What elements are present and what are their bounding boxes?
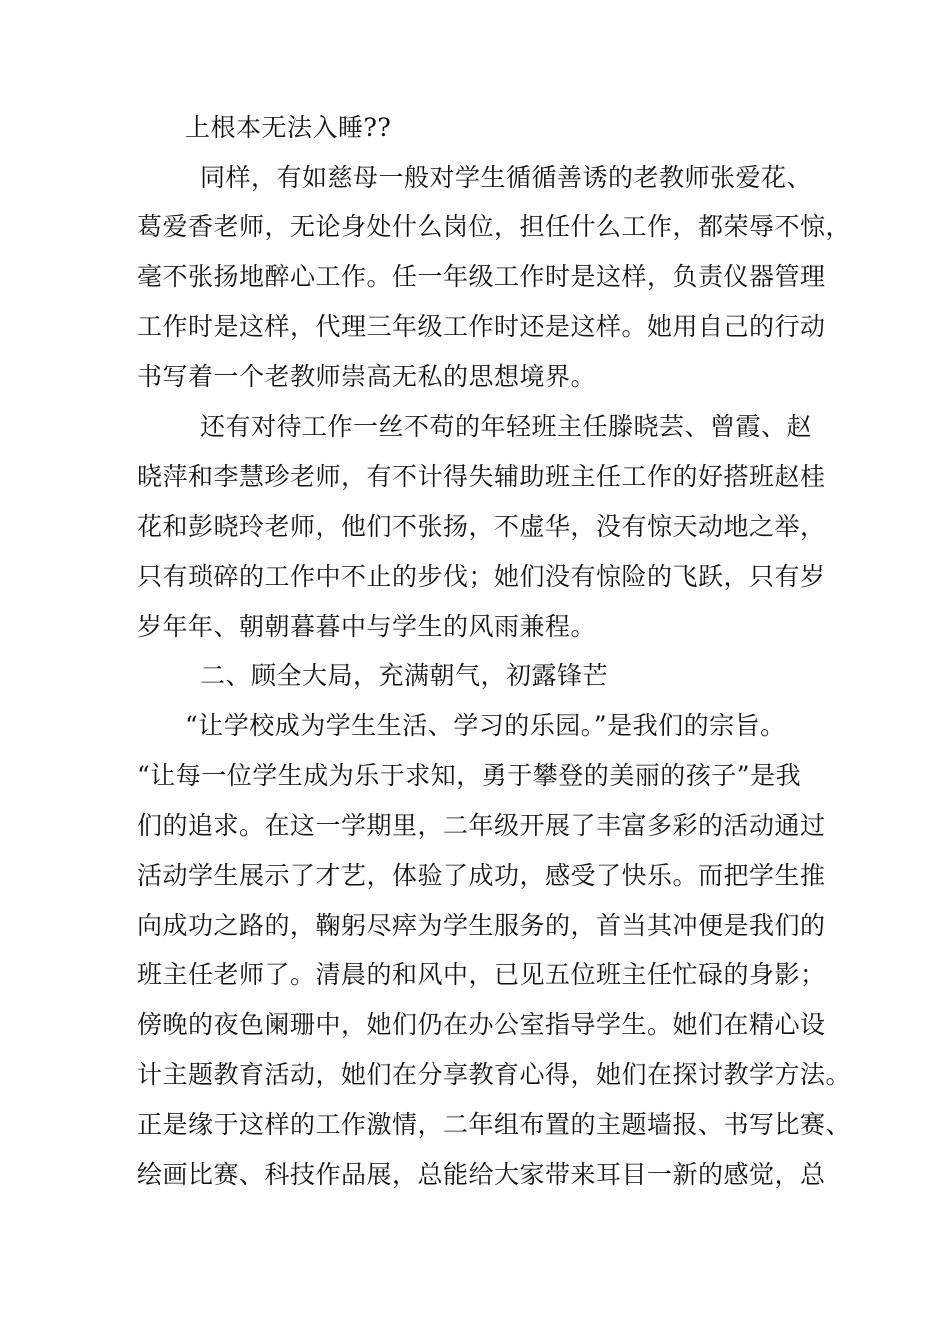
text-line-7: 还有对待工作一丝不苟的年轻班主任滕晓芸、曾霞、赵 [200,412,813,441]
text-line-6: 书写着一个老教师崇高无私的思想境界。 [137,362,597,391]
text-line-17: 向成功之路的，鞠躬尽瘁为学生服务的，首当其冲便是我们的 [137,911,826,940]
text-line-11: 岁年年、朝朝暮暮中与学生的风雨兼程。 [137,612,597,641]
text-line-1: 上根本无法入睡?? [185,113,392,142]
text-line-4: 毫不张扬地醉心工作。任一年级工作时是这样，负责仪器管理 [137,262,826,291]
text-line-2: 同样，有如慈母一般对学生循循善诱的老教师张爱花、 [200,163,813,192]
text-line-20: 计主题教育活动，她们在分享教育心得，她们在探讨教学方法。 [137,1060,852,1089]
text-line-15: 们的追求。在这一学期里，二年级开展了丰富多彩的活动通过 [137,811,826,840]
text-line-10: 只有琐碎的工作中不止的步伐；她们没有惊险的飞跃，只有岁 [137,562,826,591]
section-heading: 二、顾全大局，充满朝气，初露锋芒 [200,661,609,690]
text-line-8: 晓萍和李慧珍老师，有不计得失辅助班主任工作的好搭班赵桂 [137,462,826,491]
text-line-3: 葛爱香老师，无论身处什么岗位，担任什么工作，都荣辱不惊， [137,212,852,241]
text-line-5: 工作时是这样，代理三年级工作时还是这样。她用自己的行动 [137,312,826,341]
text-line-21: 正是缘于这样的工作激情，二年组布置的主题墙报、书写比赛、 [137,1110,852,1139]
text-line-19: 傍晚的夜色阑珊中，她们仍在办公室指导学生。她们在精心设 [137,1010,826,1039]
text-line-14: “让每一位学生成为乐于求知，勇于攀登的美丽的孩子”是我 [137,761,802,790]
text-line-16: 活动学生展示了才艺，体验了成功，感受了快乐。而把学生推 [137,861,826,890]
text-line-13: “让学校成为学生生活、学习的乐园。”是我们的宗旨。 [185,711,786,740]
text-line-22: 绘画比赛、科技作品展，总能给大家带来耳目一新的感觉，总 [137,1160,826,1189]
text-line-9: 花和彭晓玲老师，他们不张扬，不虚华，没有惊天动地之举， [137,512,826,541]
text-line-18: 班主任老师了。清晨的和风中，已见五位班主任忙碌的身影； [137,960,826,989]
